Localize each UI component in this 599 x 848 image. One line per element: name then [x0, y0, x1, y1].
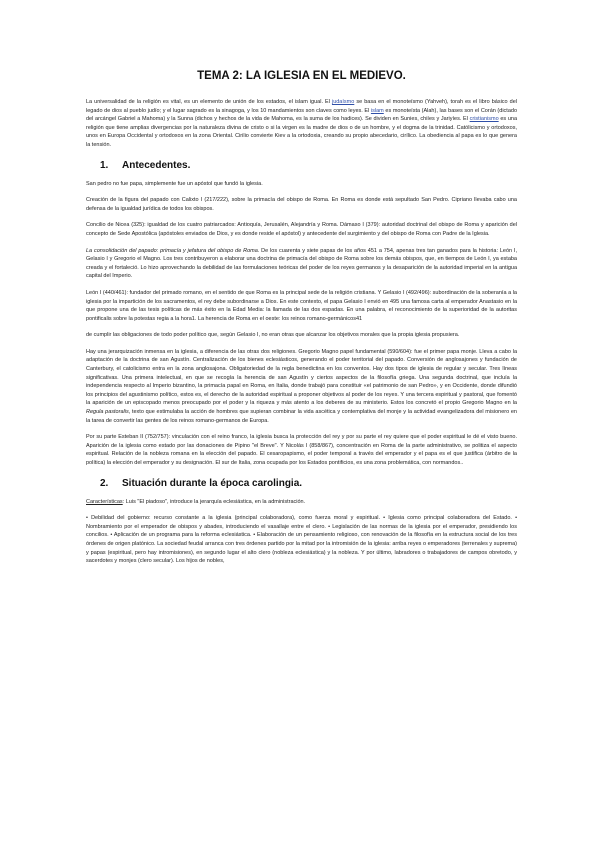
document-body	[86, 70, 517, 566]
paragraph	[86, 348, 517, 425]
paragraph	[86, 498, 517, 507]
intro-text-4: es una religión que tiene amplias divergencias por la naturaleza divina de cristo o si la virgen es la madre de dios o de un hombre, y el dogma de la trinidad. Católicismo y ortodoxos, unos en Europa Occidental y ortodoxos en la zona Oriental. Cirilio convierte Kiev a la ortodoxia, creando su propio abecedario, cirílico. La obediencia al papa es lo que genera la tensión.	[86, 116, 517, 148]
paragraph: Concilio de Nicea (325): igualdad de los cuatro patriarcados: Antioquía, Jerusalén, Alejandría y Roma. Dámaso I (379): autoridad doctrinal del obispo de Roma y aparición del concepto de Sede Apostólica (apóstoles enviados de Dios, y es donde reside el apóstol) y antecedente del surgimiento y del obispo de Roma con Padre de la Iglesia.	[86, 222, 517, 237]
link-judaismo[interactable]: judaísmo	[331, 99, 355, 105]
label-caracteristicas: Características	[86, 498, 123, 505]
intro-text-3: es monoteísta (Alah), las bases son el Corán (dictado del arcángel Gabriel a Mahoma) y la Sunna (dichos y hechos de la vida de Mahoma, es la suma de los hadices). Se dividen en Sunies, chiíes y Jariyíes. El	[86, 107, 518, 123]
paragraph: Por su parte Esteban II (752/757): vinculación con el reino franco, la iglesia busca la protección del rey y por su parte el rey quiere que el poder espiritual le dé el visto bueno. Aparición de la iglesia como estado por las donaciones de Pipino "el Breve". Y Nicolás I (858/867), concentración en Roma de la parte administrativo, se politiza el aspecto espiritual. Relación de la nobleza romana en la elección del papado. El cesaropapismo, el poder temporal a través del emperador y el papa es el que justifica (árbitro de la política) la elección del emperador y su designación. El sur de Italia, zona ocupada por los Estados pontificios, es una zona problemática, con normandos..	[86, 434, 517, 466]
bullet-list	[86, 514, 517, 566]
section-number: 1.	[100, 159, 109, 171]
page-title: TEMA 2: LA IGLESIA EN EL MEDIEVO.	[197, 70, 406, 82]
section-title: Antecedentes.	[122, 159, 191, 171]
link-islam[interactable]: islam	[370, 107, 384, 114]
section-heading-antecedentes	[86, 160, 517, 171]
link-cristianismo[interactable]: cristianismo	[469, 116, 499, 123]
list-item: • Debilidad del gobierno: recurso constante a la iglesia (principal colaboradora), como fuerza moral y espiritual. • Iglesia como principal colaboradora del Estado. • Nombramiento por el emperador de obispos y abades, introduciendo el vasallaje entre el clero. • Legislación de las normas de la iglesia por el emperador, presidiendo los concilios. • Aplicación de un programa para la reforma eclesiástica. • Elaboración de un pensamiento religioso, con renovación de la filosofía en la estructura social de los tres órdenes de origen platónico. La sociedad feudal arranca con tres órdenes partido por la mitad por la intromisión de la iglesia: arriba reyes o emperadores (terrenales y suprema) y papas (espiritual, pero hay intromisiones), en segundo lugar el alto clero (nobleza eclesiástica) y la nobleza. Y por último, labradores o trabajadores de campos obretodo, y sacerdotes y monjes (clero secular). Los hijos de nobles,	[86, 515, 517, 565]
intro-text-1: La universalidad de la religión es vital, es un elemento de unión de los estados, el islam igual. El	[86, 99, 332, 105]
paragraph: Creación de la figura del papado con Calixto I (217/222), sobre la primacía del obispo de Roma. En Roma es donde está sepultado San Pedro. Cipriano llevaba cabo una defensa de la igualdad jurídica de todos los obispos.	[86, 197, 517, 212]
intro-paragraph	[86, 98, 517, 150]
italic-subheading: La consolidación del papado: primacía y jefatura del obispo de Roma	[86, 247, 258, 254]
section-number: 2.	[100, 477, 109, 489]
paragraph: León I (440/461): fundador del primado romano, en el sentido de que Roma es la principal sede de la religión cristiana. Y Gelasio I (492/496): subordinación de la soberanía a la iglesia por la impartición de los sacramentos, el rey debe subordinarse a Dios. En este contexto, el papa Gelasio I envió en 495 una famosa carta al emperador Anastasio en la que propone una de las tesis políticas de más éxito en la Edad Media: la llamada de las dos espadas. En una palabra, el reconocimiento de la superioridad de la autoritas pontificalis sobre la potestas regia a la hora1. La herencia de Roma en el oeste: los reinos romano-germánicos41	[86, 289, 517, 322]
paragraph-text: Hay una jerarquización inmensa en la iglesia, a diferencia de las otras dos religiones. Gregorio Magno papel fundamental (590/604): fue el primer papa monje. Lleva a cabo la adaptación de la doctrina de san Agustín. Centralización de los bienes eclesiásticos, generando el poder territorial del papado. Conversión de anglosajones y fundación de Canterbury, el catolicismo entra en la zona anglosajona. Obligatoriedad de la regla benedictina en los conventos. Hay dos tipos de iglesia de regular y secular. Tres líneas significativas. Una primera intelectual, en que se recogía la herencia de san Agustín y ciertos aspectos de la filosofía griega. Una segunda doctrinal, que incluía la independencia respecto al Imperio bizantino, la primacía papal en Roma, en Italia, donde trabajó para constituir «el patrimonio de san Pedro», y en Occidente, donde difundió los principios del agustinismo político, estos es, el derecho de la autoridad espiritual a proponer objetivos al poder de los reyes. Y una tercera espiritual y pastoral, que fomentó la aparición de un episcopado menos preocupado por el poder y la riqueza y más atento a los deberes de su ministerio. Estos los concretó el propio Gregorio Magno en la	[86, 348, 517, 407]
paragraph: de cumplir las obligaciones de todo poder político que, según Gelasio I, no eran otras que alcanzar los objetivos morales que la propia iglesia propusiera.	[86, 332, 460, 339]
intro-text-2: se basa en el monoteísmo (Yahveh), torah es el libro básico del legado de dios al pueblo judío; y el lugar sagrado es la sinagoga, y los 10 mandamientos son claves como leyes. El	[86, 99, 517, 114]
section-heading-carolingia	[86, 478, 517, 489]
section-title: Situación durante la época carolingia.	[122, 477, 303, 489]
italic-title: Regula pastoralis	[86, 409, 129, 416]
paragraph-text: : Luis "El piadoso", introduce la jerarquía eclesiástica, en la administración.	[122, 498, 306, 505]
paragraph	[86, 247, 517, 281]
paragraph: San pedro no fue papa, simplemente fue un apóstol que fundó la iglesia.	[86, 180, 263, 187]
paragraph-text: , texto que estimulaba la acción de hombres que supieran combinar la vida ascética y contemplativa del monje y la actividad evangelizadora del misionero en la tarea de convertir las gentes de los reinos romano-germanos de Europa.	[86, 409, 517, 424]
paragraph-text: . De los cuarenta y siete papas de los años 451 a 754, apenas tres tan ganados para la historia: León I, Gelasio I y Gregorio el Magno. Los tres contribuyeron a elaborar una doctrina de primacía del obispo de Roma sobre los demás obispos, que, en tiempos de León I, ya estaba creada y el fortaleció. Lo hizo aprovechando la debilidad de las formulaciones teóricas del poder de los reyes germanos y la desaparición de la autoridad imperial en la antigua capital del Imperio.	[86, 247, 517, 280]
